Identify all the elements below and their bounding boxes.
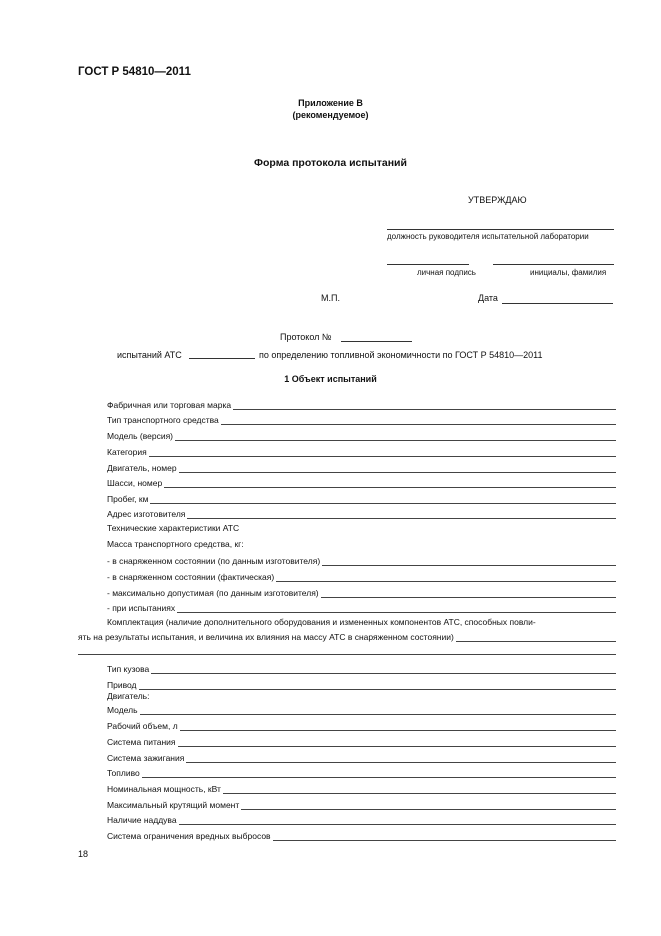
field-label: Пробег, км: [107, 494, 149, 504]
section-title: 1 Объект испытаний: [284, 374, 377, 384]
field-label: Максимальный крутящий момент: [107, 800, 240, 810]
protocol-number-label: Протокол №: [280, 332, 332, 342]
field-line: [241, 800, 616, 810]
name-caption: инициалы, фамилия: [530, 268, 607, 277]
position-line: [387, 229, 614, 230]
field-fuel-system: [107, 735, 616, 747]
protocol-number-line: [341, 341, 412, 342]
field-label: Модель (версия): [107, 431, 174, 441]
field-label: - в снаряженном состоянии (по данным изготовителя): [107, 556, 321, 566]
signature-caption: личная подпись: [417, 268, 476, 277]
date-label: Дата: [478, 293, 498, 303]
field-line: [321, 588, 616, 598]
field-category: [107, 445, 616, 457]
field-label: Рабочий объем, л: [107, 721, 178, 731]
field-ignition-system: [107, 751, 616, 763]
form-title: Форма протокола испытаний: [254, 157, 407, 169]
field-label: ять на результаты испытания, и величина их влияния на массу АТС в снаряженном состоянии): [78, 632, 454, 642]
tests-suffix: по определению топливной экономичности по ГОСТ Р 54810—2011: [259, 350, 543, 360]
field-label: Категория: [107, 447, 147, 457]
field-line: [150, 494, 616, 504]
field-label: Привод: [107, 680, 137, 690]
vehicle-line: [189, 358, 255, 359]
field-line: [139, 680, 616, 690]
field-fuel: [107, 766, 616, 778]
field-label: Шасси, номер: [107, 478, 163, 488]
field-engine-model: [107, 703, 616, 715]
field-mass-max: [107, 586, 616, 598]
field-max-torque: [107, 798, 616, 810]
mass-label: Масса транспортного средства, кг:: [107, 539, 244, 549]
field-label: Топливо: [107, 768, 140, 778]
field-line: [179, 463, 616, 473]
field-line: [178, 737, 616, 747]
field-turbocharging: [107, 813, 616, 825]
field-line: [175, 431, 616, 441]
field-label: Тип транспортного средства: [107, 415, 219, 425]
name-line: [493, 264, 614, 265]
field-line: [186, 753, 616, 763]
field-line: [456, 632, 616, 642]
field-brand: [107, 398, 616, 410]
position-caption: должность руководителя испытательной лаборатории: [387, 232, 589, 241]
field-line: [273, 831, 616, 841]
field-drive: [107, 678, 616, 690]
field-displacement: [107, 719, 616, 731]
completeness-extra-line: [78, 654, 616, 655]
field-line: [276, 572, 616, 582]
field-line: [149, 447, 616, 457]
completeness-line-2: [78, 630, 616, 642]
field-label: Тип кузова: [107, 664, 150, 674]
field-line: [322, 556, 616, 566]
date-line: [502, 303, 613, 304]
field-line: [180, 721, 616, 731]
field-vehicle-type: [107, 413, 616, 425]
field-mass-test: [107, 601, 616, 613]
field-label: Двигатель, номер: [107, 463, 177, 473]
field-manufacturer-address: [107, 507, 616, 519]
field-emission-control: [107, 829, 616, 841]
field-line: [233, 400, 616, 410]
field-mass-curb-manufacturer: [107, 554, 616, 566]
completeness-line-1: Комплектация (наличие дополнительного оборудования и измененных компонентов АТС, способных повли-: [107, 617, 536, 627]
signature-line: [387, 264, 469, 265]
field-label: Номинальная мощность, кВт: [107, 784, 221, 794]
field-label: Система зажигания: [107, 753, 185, 763]
field-line: [187, 509, 616, 519]
annex-subtitle: (рекомендуемое): [292, 110, 369, 120]
field-label: Фабричная или торговая марка: [107, 400, 232, 410]
field-chassis-number: [107, 476, 616, 488]
approve-label: УТВЕРЖДАЮ: [468, 195, 527, 205]
field-label: - максимально допустимая (по данным изготовителя): [107, 588, 319, 598]
field-rated-power: [107, 782, 616, 794]
field-label: - в снаряженном состоянии (фактическая): [107, 572, 275, 582]
field-label: Система питания: [107, 737, 176, 747]
tests-prefix: испытаний АТС: [117, 350, 182, 360]
standard-header: ГОСТ Р 54810—2011: [78, 66, 191, 78]
annex-title: Приложение В: [298, 98, 363, 108]
field-label: Адрес изготовителя: [107, 509, 186, 519]
field-line: [151, 664, 616, 674]
field-line: [177, 603, 616, 613]
field-line: [223, 784, 616, 794]
field-line: [164, 478, 616, 488]
page-number: 18: [78, 849, 89, 859]
field-line: [221, 415, 616, 425]
seal-label: М.П.: [321, 293, 340, 303]
field-model: [107, 429, 616, 441]
engine-label: Двигатель:: [107, 691, 150, 701]
field-mileage: [107, 492, 616, 504]
field-engine-number: [107, 461, 616, 473]
field-label: - при испытаниях: [107, 603, 176, 613]
tech-label: Технические характеристики АТС: [107, 523, 240, 533]
field-mass-curb-actual: [107, 570, 616, 582]
field-line: [142, 768, 616, 778]
field-body-type: [107, 662, 616, 674]
field-line: [140, 705, 616, 715]
field-label: Наличие наддува: [107, 815, 177, 825]
field-label: Система ограничения вредных выбросов: [107, 831, 271, 841]
field-line: [179, 815, 616, 825]
field-label: Модель: [107, 705, 138, 715]
